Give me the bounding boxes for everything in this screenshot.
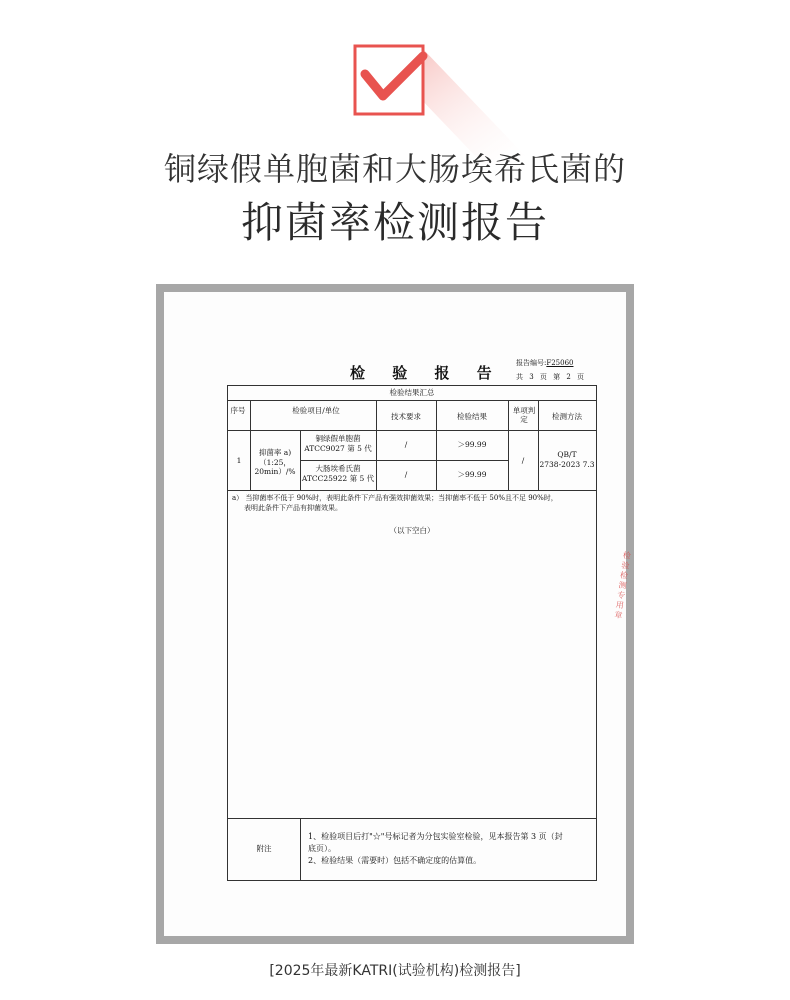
organism-1: 铜绿假单胞菌 (315, 434, 361, 443)
method-line-1: QB/T (557, 450, 577, 459)
report-page (164, 292, 632, 936)
strain-2: ATCC25922 第 5 代 (301, 474, 375, 483)
requirement-1: / (404, 440, 408, 449)
col-header-result: 检验结果 (457, 412, 487, 421)
requirement-2: / (404, 470, 408, 479)
page-info: 共 3 页 第 2 页 (516, 373, 585, 381)
report-number (516, 358, 573, 368)
report-frame (156, 284, 634, 944)
judgment: / (521, 456, 525, 465)
footnote-line-1: a） 当抑菌率不低于 90%时，表明此条件下产品有强效抑菌效果；当抑菌率不低于 50%且不足 90%时， (232, 494, 558, 502)
col-header-item: 检验项目/单位 (292, 406, 340, 415)
blank-note: （以下空白） (389, 526, 435, 535)
col-header-method: 检测方法 (552, 412, 582, 421)
organism-2: 大肠埃希氏菌 (315, 464, 361, 473)
row-item-sub: （1:25，20min）/% (254, 458, 296, 477)
col-header-index: 序号 (230, 406, 246, 415)
remarks-line-1: 1、检验项目后打"☆"号标记者为分包实验室检验，见本报告第 3 页（封 (308, 832, 563, 841)
report-number-value: F25060 (546, 359, 574, 367)
headline-title: 抑菌率检测报告 (240, 198, 549, 247)
col-header-requirement: 技术要求 (391, 412, 421, 421)
report-number-label: 报告编号: (516, 359, 547, 367)
remarks-line-2: 底页）。 (308, 844, 336, 853)
results-table (227, 385, 597, 881)
row-index: 1 (236, 456, 242, 465)
row-item: 抑菌率 a) (258, 448, 292, 457)
method-line-2: 2738-2023 7.3 (539, 460, 595, 469)
official-stamp: 检验检测专用章 (613, 550, 632, 622)
col-header-judgment: 单项判定 (512, 406, 536, 425)
strain-1: ATCC9027 第 5 代 (304, 444, 372, 453)
remarks-label: 附注 (256, 844, 272, 853)
headline-subtitle: 铜绿假单胞菌和大肠埃希氏菌的 (163, 150, 626, 188)
result-2: ＞99.99 (457, 470, 487, 479)
document-title: 检 验 报 告 (350, 364, 503, 382)
result-1: ＞99.99 (457, 440, 487, 449)
table-caption: 检验结果汇总 (389, 388, 435, 397)
footnote-line-2: 表明此条件下产品有抑菌效果。 (244, 504, 342, 512)
image-caption: [2025年最新KATRI(试验机构)检测报告] (269, 963, 521, 979)
remarks-line-3: 2、检验结果（需要时）包括不确定度的估算值。 (308, 856, 482, 865)
